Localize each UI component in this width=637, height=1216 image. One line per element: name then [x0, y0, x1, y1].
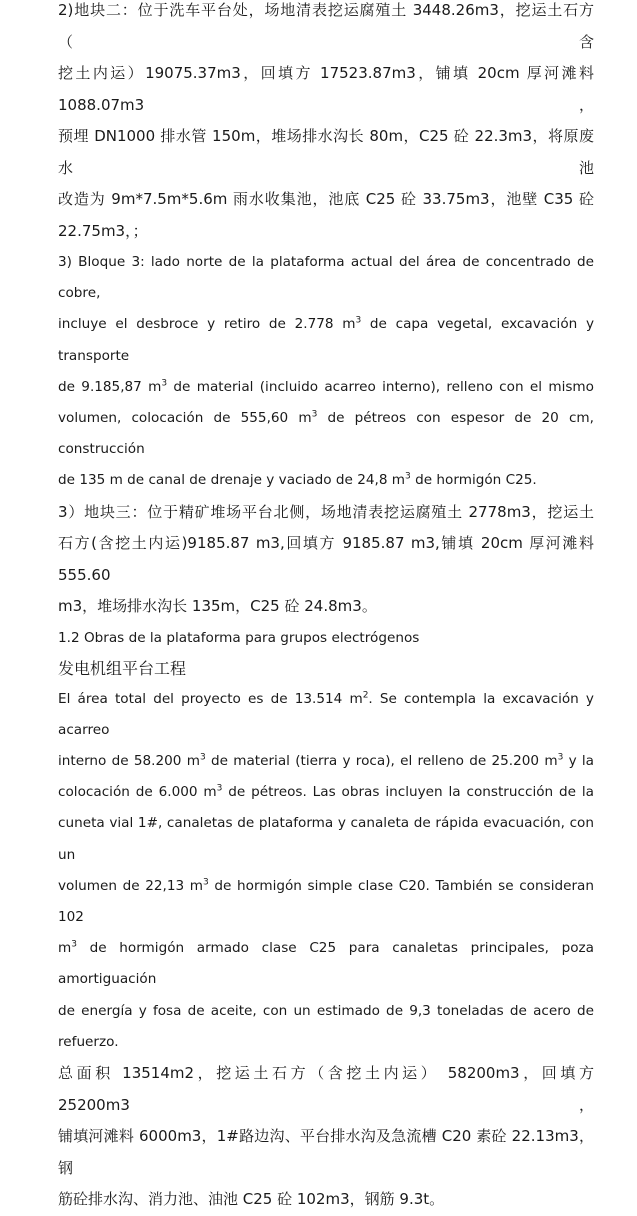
text-line: colocación de 6.000 $m^3$ de pétreos. Las obras incluyen la construcción de la	[58, 783, 594, 801]
text-line: 3）地块三：位于精矿堆场平台北侧，场地清表挖运腐殖土 2778m3，挖运土	[58, 502, 594, 521]
text-line: 铺填河滩料 6000m3，1#路边沟、平台排水沟及急流槽 C20 素砼 22.13m3，钢	[58, 1127, 594, 1177]
text-line: refuerzo.	[58, 1033, 119, 1050]
text-line: 22.75m3，；	[58, 221, 148, 240]
text-line: volumen de 22,13 $m^3$ de hormigón simple clase C20. También se consideran 102	[58, 877, 594, 926]
text-line: interno de 58.200 $m^3$ de material (tierra y roca), el relleno de 25.200 $m^3$ y la	[58, 752, 594, 770]
text-line: 总面积 13514m2，挖运土石方（含挖土内运） 58200m3，回填方 25200m3，	[58, 1064, 594, 1114]
section-heading-spanish: 1.2 Obras de la plataforma para grupos electrógenos	[58, 629, 420, 646]
text-line: incluye el desbroce y retiro de 2.778 $m^3$ de capa vegetal, excavación y transporte	[58, 315, 595, 364]
text-line: volumen, colocación de 555,60 $m^3$ de pétreos con espesor de 20 cm, construcción	[58, 409, 594, 458]
document-page	[58, 0, 594, 1216]
text-line: cuneta vial 1#, canaletas de plataforma y canaleta de rápida evacuación, con un	[58, 815, 594, 863]
text-line: 3) Bloque 3: lado norte de la plataforma actual del área de concentrado de cobre,	[58, 254, 594, 302]
block2-chinese	[58, 0, 594, 247]
section-heading-chinese: 发电机组平台工程	[58, 658, 187, 678]
area-spanish	[58, 684, 594, 1058]
block3-chinese	[58, 497, 594, 623]
text-line: 2)地块二：位于洗车平台处，场地清表挖运腐殖土 3448.26m3，挖运土石方（含	[58, 1, 594, 51]
text-line: $m^3$ de hormigón armado clase C25 para canaletas principales, poza amortiguación	[58, 939, 594, 988]
text-line: de energía y fosa de aceite, con un estimado de 9,3 toneladas de acero de	[58, 1002, 594, 1019]
text-line: de 9.185,87 $m^3$ de material (incluido acarreo interno), relleno con el mismo	[58, 378, 594, 395]
block3-spanish	[58, 247, 594, 497]
text-line: El área total del proyecto es de 13.514 $m^2$. Se contempla la excavación y acarreo	[58, 690, 594, 738]
text-line: 预埋 DN1000 排水管 150m，堆场排水沟长 80m，C25 砼 22.3m3，将原废水池	[58, 127, 594, 177]
text-line: de 135 m de canal de drenaje y vaciado de 24,8 $m^3$ de hormigón C25.	[58, 471, 537, 489]
text-line: m3，堆场排水沟长 135m，C25 砼 24.8m3。	[58, 597, 377, 616]
text-line: 筋砼排水沟、消力池、油池 C25 砼 102m3，钢筋 9.3t。	[58, 1190, 445, 1209]
area-chinese	[58, 1058, 594, 1216]
text-line: 改造为 9m*7.5m*5.6m 雨水收集池，池底 C25 砼 33.75m3，池壁 C35 砼	[58, 190, 594, 208]
text-line: 挖土内运）19075.37m3，回填方 17523.87m3，铺填 20cm 厚河滩料 1088.07m3，	[58, 64, 594, 114]
text-line: 石方(含挖土内运)9185.87 m3,回填方 9185.87 m3,铺填 20cm 厚河滩料 555.60	[58, 534, 594, 584]
